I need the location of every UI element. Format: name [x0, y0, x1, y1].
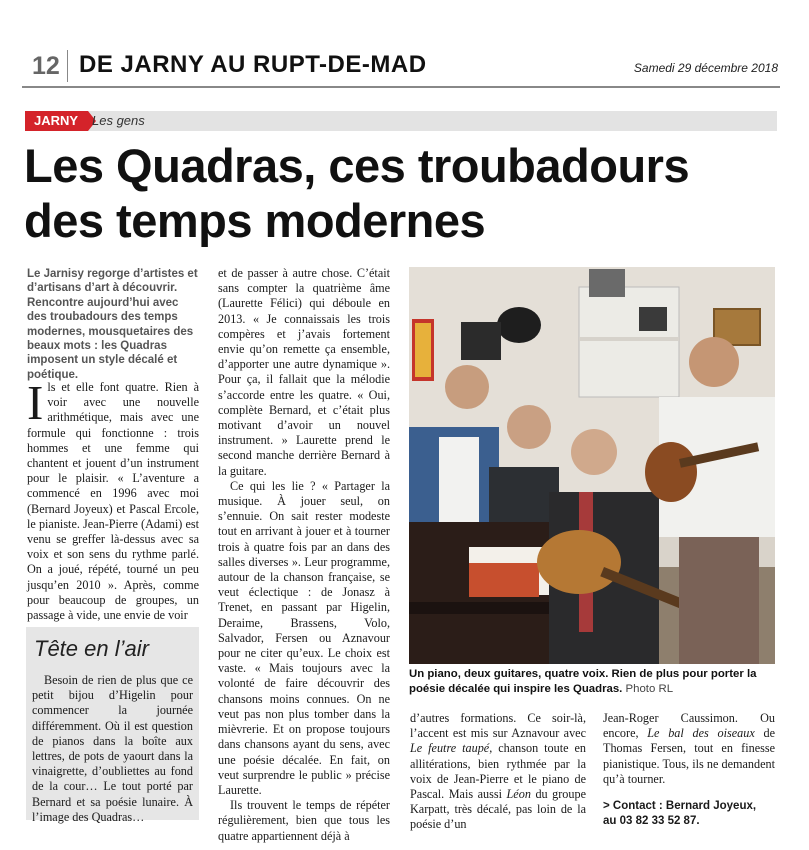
body-column-2: [218, 266, 390, 844]
rubric-label: Les gens: [92, 113, 145, 128]
song-title: Le feutre taupé: [410, 741, 490, 756]
section-title: DE JARNY AU RUPT-DE-MAD: [79, 51, 427, 78]
paragraph-text: de Thomas Fersen, tout en finesse pianistique. Tous, ils ne demandent qu’à tourner.: [603, 726, 775, 786]
article-lead: Le Jarnisy regorge d’artistes et d’artisans d’art à découvrir. Rencontre aujourd’hui avec des troubadours des temps modernes, mousquetaires des beaux mots : les Quadras imposent un style décalé et poétique.: [27, 268, 198, 381]
page-number: 12: [32, 52, 60, 80]
issue-date: Samedi 29 décembre 2018: [633, 61, 778, 75]
location-tag: JARNY: [25, 111, 88, 131]
header-divider: [67, 50, 68, 82]
body-paragraph: [410, 711, 586, 833]
sidebar-title: Tête en l’air: [34, 636, 149, 661]
headline-line-1: Les Quadras, ces troubadours: [24, 139, 690, 192]
contact-name: > Contact : Bernard Joyeux,: [603, 800, 757, 813]
kicker-bar: [25, 111, 777, 131]
headline-line-2: des temps modernes: [24, 194, 486, 247]
body-paragraph: et de passer à autre chose. C’était sans compter la quatrième âme (Laurette Félici) qui déboule en 2013. « Je connaissais les trois compères et j’avais fortement envie qu’on remette ça ensemble, d’apporter une autre dynamique ». Pour ça, il fallait que la mélodie s’accorde entre les quatre. « Oui, complète Bernard, et c’était plus motivant d’avoir un nouvel instrument. » Laurette prend le second manche derrière Bernard à la guitare.: [218, 266, 390, 478]
song-title: Le bal des oiseaux: [647, 726, 755, 741]
sidebar-text: Besoin de rien de plus que ce petit bijou d’Higelin pour commencer la journée différemment. Où il est question de pianos dans la boîte aux lettres, de pots de yaourt dans la vinaigrette, d’oubliettes au fond de la cour… Le tout porté par Bernard et sa poésie lunaire. À l’image des Quadras…: [32, 673, 193, 824]
paragraph-text: ls et elle font quatre. Rien à voir avec une nouvelle arithmétique, mais avec une formule qui fonctionne : trois hommes et une femme qui chantent et jouent d’un instrument pour le plaisir. « L’aventure a commencé en 1996 avec moi (Bernard Joyeux) et Pascal Ercole, le pianiste. Jean-Pierre (Adami) est venu se greffer là-dessus avec sa voix et son sens du rythme parlé. On a joué, répété, tourné un peu jusqu’en 2010 ». Après, comme pour beaucoup de groupes, un passage à vide, une envie de voir: [27, 380, 199, 623]
contact-info: [603, 799, 775, 829]
photo-caption: [409, 667, 779, 697]
band-photo-illustration: [409, 267, 775, 664]
body-column-4: [603, 711, 775, 829]
paragraph-text: , chanson toute en allitérations, bien rythmée par la voix de Jean-Pierre et le piano de Pascal. Mais aussi: [410, 741, 586, 802]
paragraph-text: Jean-Roger Caussimon. Ou encore,: [603, 711, 775, 741]
body-column-1: [27, 375, 199, 623]
body-paragraph: Ils trouvent le temps de répéter régulièrement, bien que tous les quatre appartiennent déjà à: [218, 798, 390, 843]
body-paragraph: [603, 711, 775, 787]
body-paragraph: Ce qui les lie ? « Partager la musique. À jouer seul, on s’ennuie. On sait rester modeste tout en arrivant à jouer et à tourner trois à quatre fois par an dans des salles diverses ». Leur programme, autour de la chanson française, se veut éclectique : de Jonasz à Trenet, en passant par Higelin, Deraime, Brassens, Volo, Salvador, Fersen ou Aznavour pour ne citer qu’eux. Le choix est vaste. « Mais toujours avec la volonté de faire découvrir des chansons moins connues. On ne veut pas non plus tomber dans la mièvrerie. Et on propose toujours dans chansons ayant du sens, avec une poésie décalée. En fait, on veut surprendre le public » précise Laurette.: [218, 478, 390, 797]
photo-credit: Photo RL: [625, 683, 674, 695]
paragraph-text: d’autres formations. Ce soir-là, l’accent est mis sur Aznavour avec: [410, 711, 586, 741]
drop-cap: I: [27, 375, 44, 430]
paragraph-text: du groupe Karpatt, très décalé, pas loin de la poésie d’un: [410, 787, 586, 832]
contact-phone: au 03 82 33 52 87.: [603, 815, 700, 828]
band-photo: [409, 267, 775, 664]
article-headline: [24, 138, 784, 248]
body-paragraph: [27, 375, 199, 623]
song-title: Léon: [506, 787, 531, 802]
caption-text: Un piano, deux guitares, quatre voix. Rien de plus pour porter la poésie décalée qui inspire les Quadras.: [409, 668, 757, 695]
body-column-3: [410, 711, 586, 833]
sidebar-box: [26, 627, 199, 824]
page-header: [22, 48, 780, 88]
